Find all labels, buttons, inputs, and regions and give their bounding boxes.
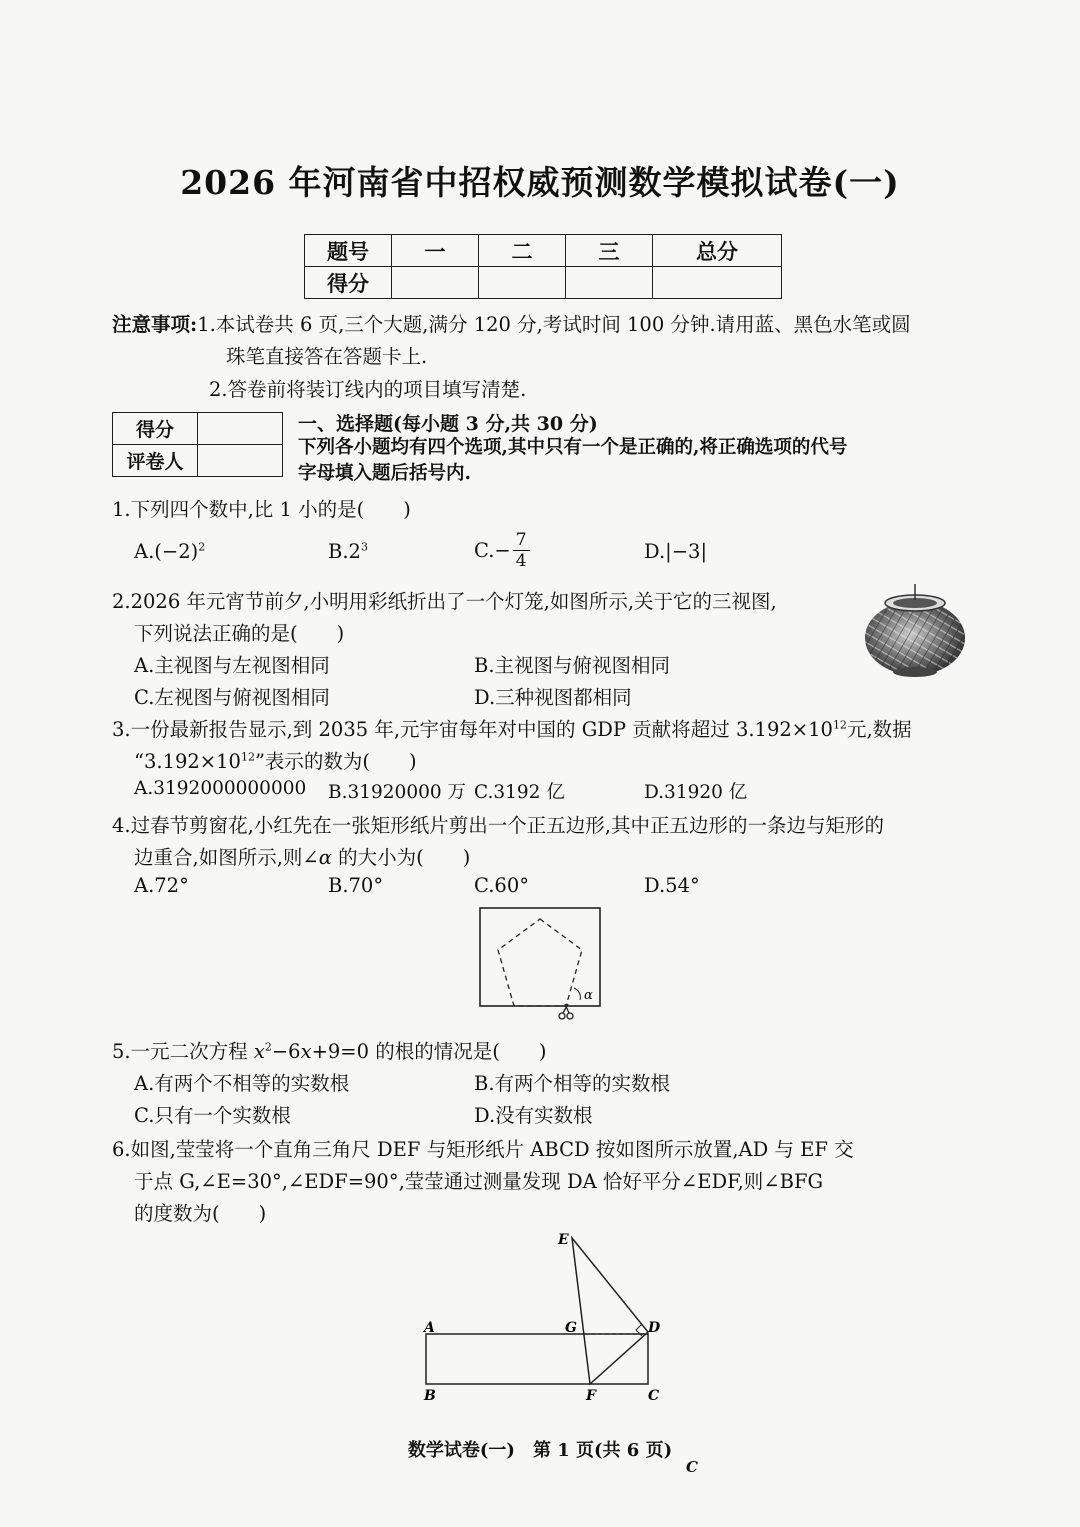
label-f: F — [586, 1388, 596, 1404]
notes-line-2: 2.答卷前将装订线内的项目填写清楚. — [209, 378, 527, 401]
lantern-image — [862, 580, 968, 678]
score-header-part2: 二 — [479, 235, 566, 267]
score-table — [304, 234, 782, 299]
alpha-label: α — [584, 988, 593, 1003]
q1-fraction: $\frac{7}{4}$ — [513, 530, 530, 571]
label-d: D — [648, 1320, 661, 1336]
q6-stem-1: 6.如图,莹莹将一个直角三角尺 DEF 与矩形纸片 ABCD 按如图所示放置,AD 与 EF 交 — [112, 1138, 854, 1161]
page-footer: 数学试卷(一) 第 1 页(共 6 页) — [407, 1440, 673, 1461]
q2-stem-2: 下列说法正确的是( ) — [134, 622, 345, 645]
q5-option-b: B.有两个相等的实数根 — [474, 1072, 671, 1095]
q3-stem-2: “$3.192\times 10^{12}$”表示的数为( ) — [134, 750, 417, 773]
q5-option-d: D.没有实数根 — [474, 1104, 593, 1127]
triangle-rectangle-figure — [410, 1226, 680, 1406]
q2-option-a: A.主视图与左视图相同 — [134, 654, 330, 677]
q2-stem-1: 2.2026 年元宵节前夕,小明用彩纸折出了一个灯笼,如图所示,关于它的三视图, — [112, 590, 777, 613]
q3-option-d: D.31920 亿 — [644, 782, 748, 803]
label-c: C — [648, 1388, 660, 1404]
q2-option-b: B.主视图与俯视图相同 — [474, 654, 671, 677]
q3-option-a: A.3192000000000 — [134, 778, 307, 799]
score-header-total: 总分 — [653, 235, 782, 267]
notes-line-1 — [112, 309, 911, 337]
q1-option-a: $A.(-2)^2$ — [134, 540, 206, 563]
notes-text-1: 1.本试卷共 6 页,三个大题,满分 120 分,考试时间 100 分钟.请用蓝、黑色水笔或圆 — [197, 313, 911, 336]
q3-option-c: C.3192 亿 — [474, 782, 565, 803]
q4-stem-1: 4.过春节剪窗花,小红先在一张矩形纸片剪出一个正五边形,其中正五边形的一条边与矩形的 — [112, 814, 885, 837]
rectangle-abcd — [426, 1334, 648, 1384]
q4-option-b: B.70° — [328, 874, 384, 897]
footer-mark: C — [686, 1458, 698, 1476]
q4-option-d: D.54° — [644, 874, 700, 897]
grader-score-label: 得分 — [113, 413, 198, 445]
q1-option-c: C.− $\frac{7}{4}$ — [474, 530, 530, 571]
score-row-label: 得分 — [305, 267, 392, 299]
q5-stem: 5.一元二次方程 $x^2-6x+9=0$ 的根的情况是( ) — [112, 1040, 547, 1063]
q2-option-c: C.左视图与俯视图相同 — [134, 686, 330, 709]
label-g: G — [565, 1320, 577, 1336]
score-header-part3: 三 — [566, 235, 653, 267]
score-header-number: 题号 — [305, 235, 392, 267]
q3-option-b: B.31920000 万 — [328, 782, 467, 803]
label-e: E — [558, 1232, 569, 1248]
q5-option-a: A.有两个不相等的实数根 — [134, 1072, 350, 1095]
notes-label: 注意事项: — [112, 313, 198, 336]
q3-stem-1: 3.一份最新报告显示,到 2035 年,元宇宙每年对中国的 GDP 贡献将超过 $3.192\times 10^{12}$元,数据 — [112, 718, 912, 741]
dashed-pentagon — [498, 919, 582, 1006]
section1-instruction-2: 字母填入题后括号内. — [298, 463, 471, 484]
score-cell[interactable] — [653, 267, 782, 299]
notes-line-1b: 珠笔直接答在答题卡上. — [226, 345, 428, 368]
q4-option-c: C.60° — [474, 874, 529, 897]
label-a: A — [424, 1320, 435, 1336]
grader-name-label: 评卷人 — [113, 445, 198, 477]
q1-option-b: $B.2^3$ — [328, 540, 368, 563]
q6-stem-3: 的度数为( ) — [134, 1202, 267, 1225]
section1-instruction-1: 下列各小题均有四个选项,其中只有一个是正确的,将正确选项的代号 — [298, 437, 848, 458]
pentagon-figure — [470, 902, 610, 1030]
q5-option-c: C.只有一个实数根 — [134, 1104, 291, 1127]
score-cell[interactable] — [392, 267, 479, 299]
q6-stem-2: 于点 G,∠E=30°,∠EDF=90°,莹莹通过测量发现 DA 恰好平分∠EDF,则∠BFG — [134, 1170, 824, 1193]
label-b: B — [424, 1388, 436, 1404]
grader-box — [112, 412, 283, 477]
q1-stem: 1.下列四个数中,比 1 小的是( ) — [112, 498, 411, 521]
q1-option-d: D.|−3| — [644, 540, 708, 563]
triangle-def — [572, 1238, 648, 1384]
page-title: 2026 年河南省中招权威预测数学模拟试卷(一) — [180, 163, 900, 202]
score-cell[interactable] — [479, 267, 566, 299]
rectangle-paper — [480, 908, 600, 1006]
q4-option-a: A.72° — [134, 874, 189, 897]
grader-score-cell[interactable] — [198, 413, 283, 445]
q2-option-d: D.三种视图都相同 — [474, 686, 632, 709]
section1-heading: 一、选择题(每小题 3 分,共 30 分) — [298, 413, 598, 435]
grader-name-cell[interactable] — [198, 445, 283, 477]
score-header-part1: 一 — [392, 235, 479, 267]
score-cell[interactable] — [566, 267, 653, 299]
q4-stem-2: 边重合,如图所示,则∠α 的大小为( ) — [134, 846, 471, 869]
